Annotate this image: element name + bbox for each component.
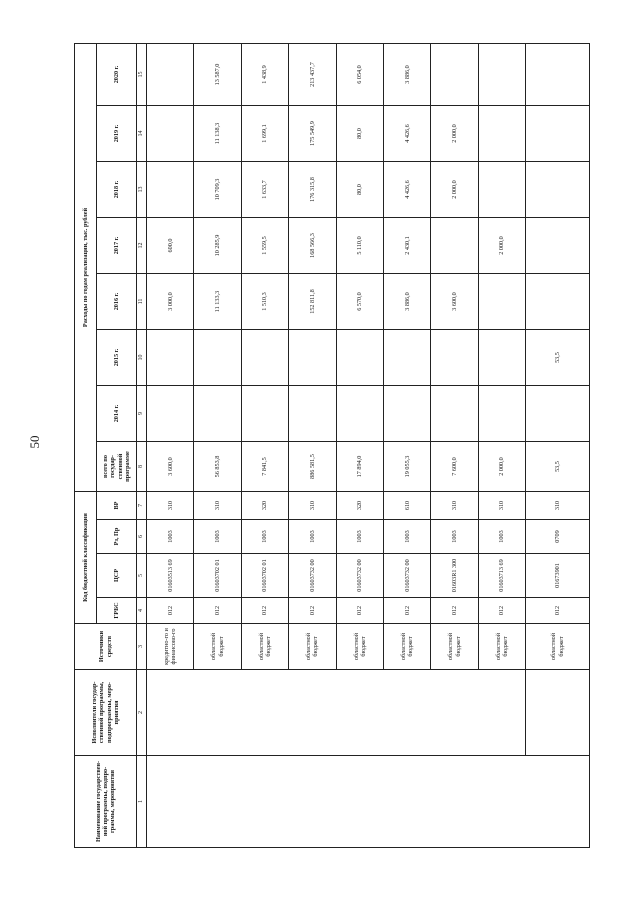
cell-2017: 10 285,9 [194,218,241,274]
cell-csr: 01603732 00 [289,554,336,598]
cell-2020 [478,43,525,105]
cell-2018: 1 633,7 [241,162,288,218]
header-vr: ВР [97,492,137,520]
cell-2020: 1 438,9 [241,43,288,105]
column-number: 12 [137,218,147,274]
cell-source: областной бюджет [194,624,241,670]
column-number: 14 [137,106,147,162]
cell-2020 [431,43,478,105]
cell-grbs: 012 [147,598,194,624]
cell-vr: 310 [194,492,241,520]
cell-total: 7 600,0 [431,442,478,492]
cell-vr: 320 [241,492,288,520]
cell-2014 [289,386,336,442]
column-number: 11 [137,274,147,330]
cell-2017 [526,218,590,274]
cell-csr: 01603R1 300 [431,554,478,598]
header-expenses: Расходы по годам реализации, тыс. рублей [75,43,97,491]
cell-source: областной бюджет [478,624,525,670]
cell-2017 [431,218,478,274]
cell-2020: 213 437,7 [289,43,336,105]
cell-2019: 80,0 [336,106,383,162]
cell-2016: 6 570,0 [336,274,383,330]
cell-2014 [526,386,590,442]
cell-2019: 2 000,0 [431,106,478,162]
cell-csr: 01603732 00 [336,554,383,598]
cell-rzpr: 1003 [147,520,194,554]
column-number: 10 [137,330,147,386]
cell-2014 [478,386,525,442]
column-number: 13 [137,162,147,218]
cell-source: областной бюджет [431,624,478,670]
cell-grbs: 012 [336,598,383,624]
cell-total: 53,5 [526,442,590,492]
cell-2017: 2 430,1 [383,218,430,274]
cell-rzpr: 0709 [526,520,590,554]
cell-2014 [336,386,383,442]
cell-2019: 1 699,1 [241,106,288,162]
cell-vr: 320 [336,492,383,520]
cell-2015 [147,330,194,386]
cell-source: кредитно-го и финансово-го [147,624,194,670]
cell-source: областной бюджет [526,624,590,670]
cell-2019: 4 426,6 [383,106,430,162]
cell-source: областной бюджет [289,624,336,670]
cell-2014 [431,386,478,442]
header-executor: Исполнители государ-ственной программы, подпрограммы, меро-приятия [75,670,137,756]
cell-2019 [147,106,194,162]
cell-2018 [478,162,525,218]
cell-rzpr: 1003 [289,520,336,554]
header-2017: 2017 г. [97,218,137,274]
cell-2019 [526,106,590,162]
cell-2015: 53,5 [526,330,590,386]
cell-rzpr: 1003 [431,520,478,554]
cell-vr: 310 [431,492,478,520]
rotated-table-container [74,44,590,848]
header-budget-code: Код бюджетной классификации [75,492,97,624]
cell-2018: 4 426,6 [383,162,430,218]
cell-2017: 168 566,3 [289,218,336,274]
header-source: Источники средств [75,624,137,670]
cell-grbs: 012 [241,598,288,624]
cell-source: областной бюджет [383,624,430,670]
cell-grbs: 012 [478,598,525,624]
column-number: 4 [137,598,147,624]
cell-grbs: 012 [431,598,478,624]
cell-csr: 01603513 69 [147,554,194,598]
column-number: 2 [137,670,147,756]
cell-rzpr: 1003 [336,520,383,554]
cell-2017: 2 000,0 [478,218,525,274]
cell-2015 [431,330,478,386]
cell-name [147,756,590,848]
cell-2017: 600,0 [147,218,194,274]
cell-csr: 01673901 [526,554,590,598]
cell-total: 56 853,8 [194,442,241,492]
column-number: 9 [137,386,147,442]
cell-2014 [147,386,194,442]
header-2018: 2018 г. [97,162,137,218]
cell-2014 [194,386,241,442]
cell-2016 [526,274,590,330]
header-name: Наименование государствен-ной программы, подпро-граммы, мероприятия [75,756,137,848]
cell-2016: 3 886,0 [383,274,430,330]
cell-executor [526,670,590,756]
cell-2016: 3 600,0 [431,274,478,330]
cell-2015 [478,330,525,386]
cell-2018 [526,162,590,218]
cell-grbs: 012 [526,598,590,624]
header-grbs: ГРБС [97,598,137,624]
header-2015: 2015 г. [97,330,137,386]
cell-csr: 01603702 01 [241,554,288,598]
page-number: 50 [27,435,42,449]
cell-2016: 3 000,0 [147,274,194,330]
cell-2020: 13 587,0 [194,43,241,105]
cell-2020 [147,43,194,105]
cell-2015 [289,330,336,386]
table-row [147,43,194,847]
column-number: 1 [137,756,147,848]
cell-vr: 310 [526,492,590,520]
column-number: 7 [137,492,147,520]
budget-table [74,43,590,848]
cell-total: 19 055,3 [383,442,430,492]
cell-2019 [478,106,525,162]
cell-source: областной бюджет [241,624,288,670]
column-number: 15 [137,43,147,105]
header-rzpr: Рз, Пр [97,520,137,554]
cell-rzpr: 1003 [194,520,241,554]
cell-vr: 310 [289,492,336,520]
cell-2016: 1 510,3 [241,274,288,330]
cell-source: областной бюджет [336,624,383,670]
cell-rzpr: 1003 [383,520,430,554]
cell-2015 [194,330,241,386]
cell-total: 7 841,5 [241,442,288,492]
header-2020: 2020 г. [97,43,137,105]
cell-2017: 1 559,5 [241,218,288,274]
cell-total: 17 894,0 [336,442,383,492]
cell-2016: 152 811,8 [289,274,336,330]
cell-total: 886 581,5 [289,442,336,492]
cell-vr: 310 [478,492,525,520]
cell-2014 [241,386,288,442]
cell-rzpr: 1003 [241,520,288,554]
column-number: 6 [137,520,147,554]
column-number: 5 [137,554,147,598]
cell-2018: 10 709,3 [194,162,241,218]
header-2019: 2019 г. [97,106,137,162]
cell-grbs: 012 [194,598,241,624]
cell-2019: 11 138,3 [194,106,241,162]
header-csr: ЦСР [97,554,137,598]
cell-grbs: 012 [289,598,336,624]
header-2014: 2014 г. [97,386,137,442]
cell-2020: 3 886,0 [383,43,430,105]
cell-2015 [383,330,430,386]
cell-2017: 5 110,0 [336,218,383,274]
header-2016: 2016 г. [97,274,137,330]
cell-2015 [241,330,288,386]
cell-2018: 80,0 [336,162,383,218]
cell-2016: 11 133,3 [194,274,241,330]
cell-2020: 6 054,0 [336,43,383,105]
cell-2018 [147,162,194,218]
cell-total: 2 000,0 [478,442,525,492]
cell-csr: 01603713 69 [478,554,525,598]
cell-rzpr: 1003 [478,520,525,554]
cell-2014 [383,386,430,442]
cell-vr: 610 [383,492,430,520]
header-total: всего по государ-ственной программе [97,442,137,492]
column-number: 3 [137,624,147,670]
cell-executor [147,670,526,756]
cell-csr: 01603732 00 [383,554,430,598]
table-row [526,43,590,847]
cell-grbs: 012 [383,598,430,624]
cell-2018: 176 315,8 [289,162,336,218]
column-number-row [137,43,147,847]
cell-2018: 2 000,0 [431,162,478,218]
cell-csr: 01603702 01 [194,554,241,598]
cell-total: 3 600,0 [147,442,194,492]
cell-2019: 175 549,9 [289,106,336,162]
cell-2020 [526,43,590,105]
cell-vr: 310 [147,492,194,520]
cell-2015 [336,330,383,386]
column-number: 8 [137,442,147,492]
cell-2016 [478,274,525,330]
